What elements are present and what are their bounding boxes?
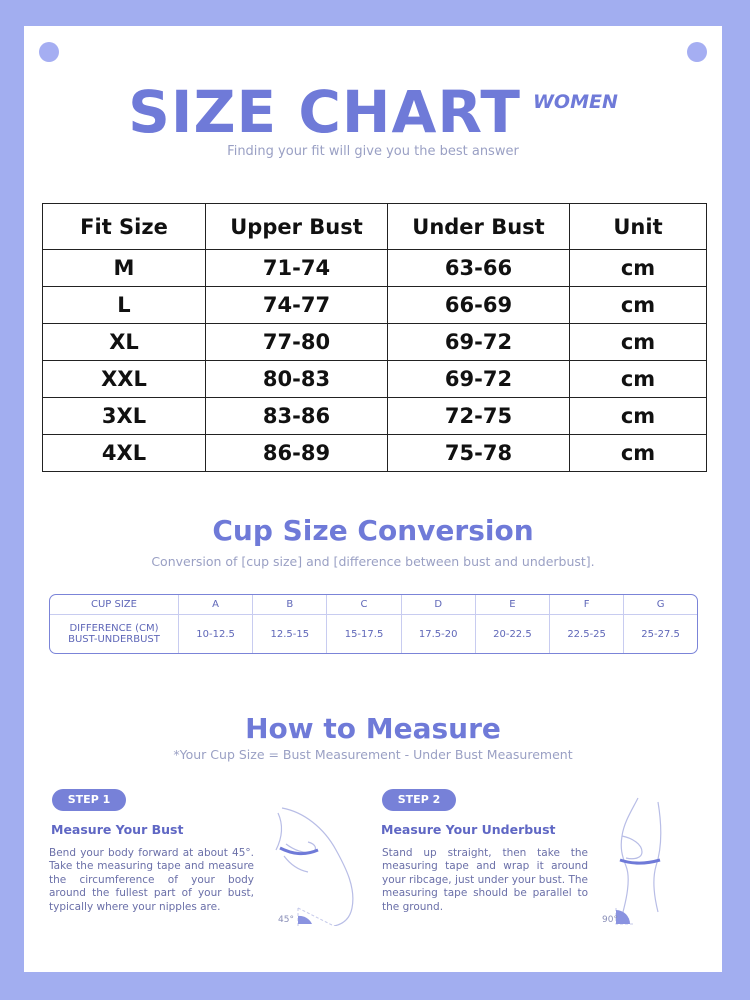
cup-cell: D bbox=[401, 595, 475, 615]
header-upper-bust: Upper Bust bbox=[206, 204, 388, 250]
table-row bbox=[43, 398, 707, 435]
under-bust-cell: 75-78 bbox=[388, 435, 570, 472]
difference-label-line2: BUST-UNDERBUST bbox=[68, 634, 160, 646]
cup-cell: F bbox=[550, 595, 624, 615]
fit-size-cell: L bbox=[43, 287, 206, 324]
difference-label-line1: DIFFERENCE (CM) bbox=[69, 623, 159, 635]
step1-angle: 45° bbox=[278, 915, 294, 925]
page-subtitle: Finding your fit will give you the best answer bbox=[227, 144, 519, 159]
header-unit: Unit bbox=[570, 204, 707, 250]
step2-angle: 90° bbox=[602, 915, 618, 925]
measure-section-subtitle: *Your Cup Size = Bust Measurement - Under Bust Measurement bbox=[173, 747, 573, 762]
difference-cell: 25-27.5 bbox=[624, 615, 697, 653]
under-bust-cell: 63-66 bbox=[388, 250, 570, 287]
fit-size-cell: XXL bbox=[43, 361, 206, 398]
cup-conversion-table bbox=[49, 594, 698, 654]
gender-tag: WOMEN bbox=[532, 91, 618, 113]
table-row bbox=[43, 287, 707, 324]
size-table bbox=[42, 203, 707, 472]
under-bust-cell: 69-72 bbox=[388, 361, 570, 398]
difference-cell: 20-22.5 bbox=[475, 615, 549, 653]
difference-label bbox=[50, 615, 179, 653]
unit-cell: cm bbox=[570, 398, 707, 435]
unit-cell: cm bbox=[570, 324, 707, 361]
page-title: SIZE CHART bbox=[128, 78, 521, 146]
size-chart-card bbox=[24, 26, 722, 972]
upper-bust-cell: 71-74 bbox=[206, 250, 388, 287]
cup-cell: C bbox=[327, 595, 401, 615]
difference-row bbox=[50, 615, 697, 653]
unit-cell: cm bbox=[570, 250, 707, 287]
table-row bbox=[43, 435, 707, 472]
upper-bust-cell: 74-77 bbox=[206, 287, 388, 324]
difference-cell: 22.5-25 bbox=[550, 615, 624, 653]
standing-body-figure-icon bbox=[602, 796, 682, 926]
fit-size-cell: XL bbox=[43, 324, 206, 361]
difference-cell: 15-17.5 bbox=[327, 615, 401, 653]
difference-cell: 17.5-20 bbox=[401, 615, 475, 653]
under-bust-cell: 69-72 bbox=[388, 324, 570, 361]
step2-heading: Measure Your Underbust bbox=[381, 822, 556, 837]
upper-bust-cell: 77-80 bbox=[206, 324, 388, 361]
step1-text: Bend your body forward at about 45°. Take the measuring tape and measure the circumference of your body around the fullest part of your bust, typically where your nipples are. bbox=[49, 847, 254, 913]
upper-bust-cell: 86-89 bbox=[206, 435, 388, 472]
fit-size-cell: 4XL bbox=[43, 435, 206, 472]
header-under-bust: Under Bust bbox=[388, 204, 570, 250]
table-row bbox=[43, 250, 707, 287]
step1-heading: Measure Your Bust bbox=[51, 822, 184, 837]
unit-cell: cm bbox=[570, 287, 707, 324]
step2-text: Stand up straight, then take the measuring tape and wrap it around your ribcage, just under your bust. The measuring tape should be parallel to the ground. bbox=[382, 847, 588, 913]
size-table-header bbox=[43, 204, 707, 250]
upper-bust-cell: 80-83 bbox=[206, 361, 388, 398]
fit-size-cell: M bbox=[43, 250, 206, 287]
unit-cell: cm bbox=[570, 435, 707, 472]
table-row bbox=[43, 324, 707, 361]
difference-cell: 12.5-15 bbox=[253, 615, 327, 653]
pin-dot-left bbox=[39, 42, 59, 62]
step2-badge: STEP 2 bbox=[382, 789, 456, 811]
unit-cell: cm bbox=[570, 361, 707, 398]
cup-cell: G bbox=[624, 595, 697, 615]
difference-cell: 10-12.5 bbox=[179, 615, 253, 653]
cup-size-row bbox=[50, 595, 697, 615]
table-row bbox=[43, 361, 707, 398]
cup-section-subtitle: Conversion of [cup size] and [difference between bust and underbust]. bbox=[151, 554, 595, 569]
header-fit-size: Fit Size bbox=[43, 204, 206, 250]
upper-bust-cell: 83-86 bbox=[206, 398, 388, 435]
under-bust-cell: 72-75 bbox=[388, 398, 570, 435]
measure-section-title: How to Measure bbox=[245, 712, 501, 745]
title-row bbox=[24, 78, 722, 146]
fit-size-cell: 3XL bbox=[43, 398, 206, 435]
step1-badge: STEP 1 bbox=[52, 789, 126, 811]
cup-cell: B bbox=[253, 595, 327, 615]
pin-dot-right bbox=[687, 42, 707, 62]
bent-body-figure-icon bbox=[264, 798, 364, 926]
cup-cell: E bbox=[475, 595, 549, 615]
cup-cell: A bbox=[179, 595, 253, 615]
under-bust-cell: 66-69 bbox=[388, 287, 570, 324]
cup-size-label: CUP SIZE bbox=[50, 595, 179, 615]
cup-section-title: Cup Size Conversion bbox=[212, 514, 534, 547]
